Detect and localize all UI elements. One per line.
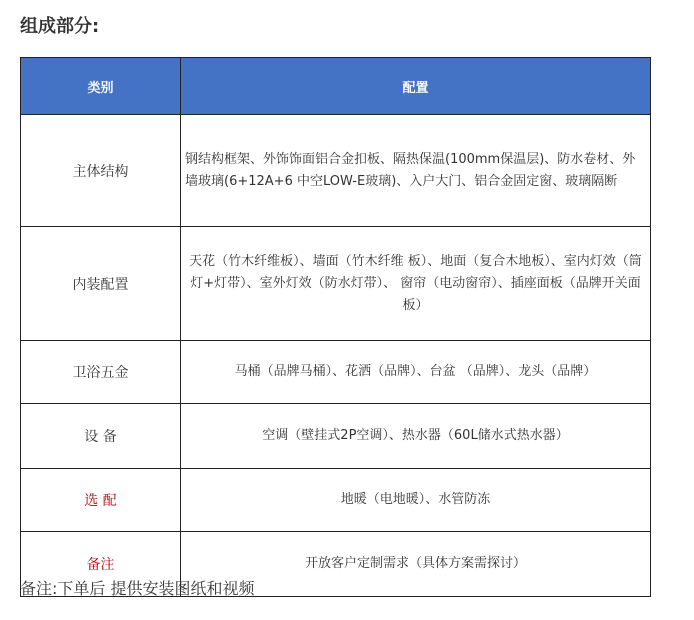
config-cell: 开放客户定制需求（具体方案需探讨） [181, 532, 651, 597]
configuration-table [20, 57, 651, 597]
category-cell: 主体结构 [21, 115, 181, 227]
table-header-row [21, 58, 651, 115]
column-header-config: 配置 [181, 58, 651, 115]
category-cell-remarks: 备注 [21, 532, 181, 597]
section-heading: 组成部分: [20, 16, 100, 37]
category-cell: 设 备 [21, 404, 181, 469]
table-row [21, 115, 651, 227]
config-cell: 钢结构框架、外饰饰面铝合金扣板、隔热保温(100mm保温层)、防水卷材、外墙玻璃(6+12A+6 中空LOW-E玻璃)、入户大门、铝合金固定窗、玻璃隔断 [181, 115, 651, 227]
table-row [21, 404, 651, 469]
table-row [21, 341, 651, 404]
category-cell: 内装配置 [21, 227, 181, 341]
config-cell: 马桶（品牌马桶）、花洒（品牌）、台盆 （品牌）、龙头（品牌） [181, 341, 651, 404]
category-cell: 卫浴五金 [21, 341, 181, 404]
table-row [21, 227, 651, 341]
footer-note: 备注:下单后 提供安装图纸和视频 [20, 579, 255, 598]
config-cell: 空调（壁挂式2P空调）、热水器（60L储水式热水器） [181, 404, 651, 469]
table-row [21, 469, 651, 532]
column-header-category: 类别 [21, 58, 181, 115]
config-cell: 天花（竹木纤维板）、墙面（竹木纤维 板）、地面（复合木地板）、室内灯效（筒灯+灯带）、室外灯效（防水灯带）、 窗帘（电动窗帘）、插座面板（品牌开关面板） [181, 227, 651, 341]
config-cell: 地暖（电地暖）、水管防冻 [181, 469, 651, 532]
category-cell-optional: 选 配 [21, 469, 181, 532]
